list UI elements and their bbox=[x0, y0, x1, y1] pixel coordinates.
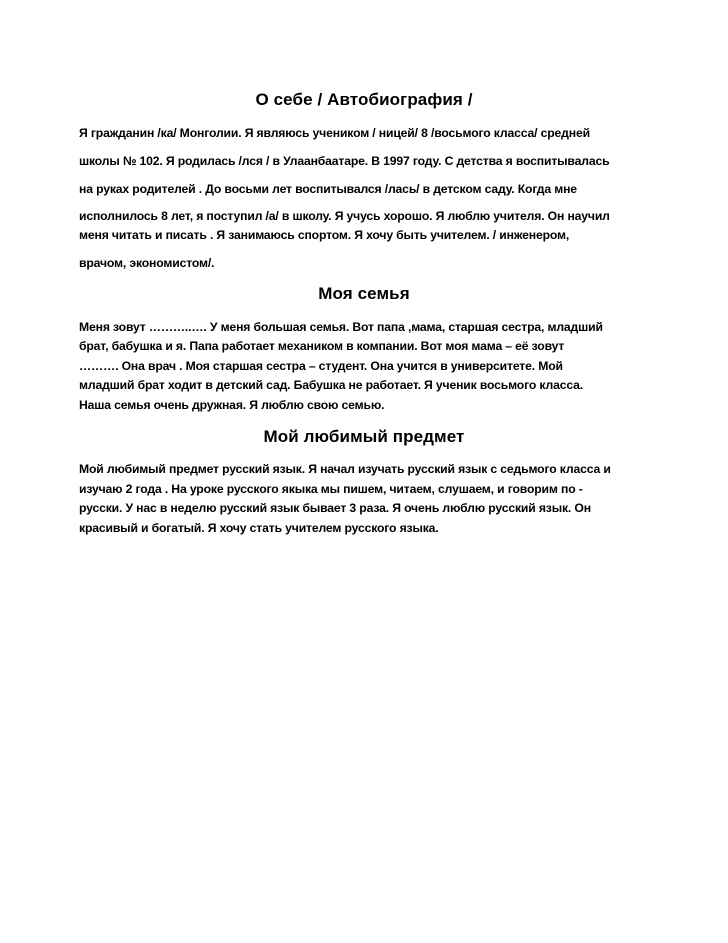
paragraph-line: Наша семья очень дружная. Я люблю свою семью. bbox=[79, 398, 385, 412]
paragraph-line: изучаю 2 года . На уроке русского якыка мы пишем, читаем, слушаем, и говорим по - bbox=[79, 482, 583, 496]
paragraph-line: красивый и богатый. Я хочу стать учителем русского языка. bbox=[79, 521, 439, 535]
section-heading-autobiography: О себе / Автобиография / bbox=[255, 90, 473, 109]
paragraph-line: брат, бабушка и я. Папа работает механиком в компании. Вот моя мама – её зовут bbox=[79, 339, 565, 353]
paragraph-line: младший брат ходит в детский сад. Бабушка не работает. Я ученик восьмого класса. bbox=[79, 378, 583, 392]
paragraph-line: Я гражданин /ка/ Монголии. Я являюсь учеником / ницей/ 8 /восьмого класса/ средней bbox=[79, 126, 590, 140]
paragraph-line: Меня зовут ………..…. У меня большая семья. Вот папа ,мама, старшая сестра, младший bbox=[79, 320, 603, 334]
paragraph-line: врачом, экономистом/. bbox=[79, 256, 215, 270]
paragraph-line: меня читать и писать . Я занимаюсь спортом. Я хочу быть учителем. / инженером, bbox=[79, 228, 570, 242]
paragraph-line: ………. Она врач . Моя старшая сестра – студент. Она учится в университете. Мой bbox=[79, 359, 563, 373]
paragraph-line: русски. У нас в неделю русский язык бывает 3 раза. Я очень люблю русский язык. Он bbox=[79, 501, 591, 515]
section-heading-family: Моя семья bbox=[318, 284, 410, 303]
section-heading-favorite-subject: Мой любимый предмет bbox=[263, 427, 465, 446]
paragraph-line: исполнилось 8 лет, я поступил /а/ в школу. Я учусь хорошо. Я люблю учителя. Он научил bbox=[79, 209, 610, 223]
paragraph-line: школы № 102. Я родилась /лся / в Улаанбаатаре. В 1997 году. С детства я воспитывалась bbox=[79, 154, 610, 168]
paragraph-line: на руках родителей . До восьми лет воспитывался /лась/ в детском саду. Когда мне bbox=[79, 182, 577, 196]
paragraph-line: Мой любимый предмет русский язык. Я начал изучать русский язык с седьмого класса и bbox=[79, 462, 611, 476]
